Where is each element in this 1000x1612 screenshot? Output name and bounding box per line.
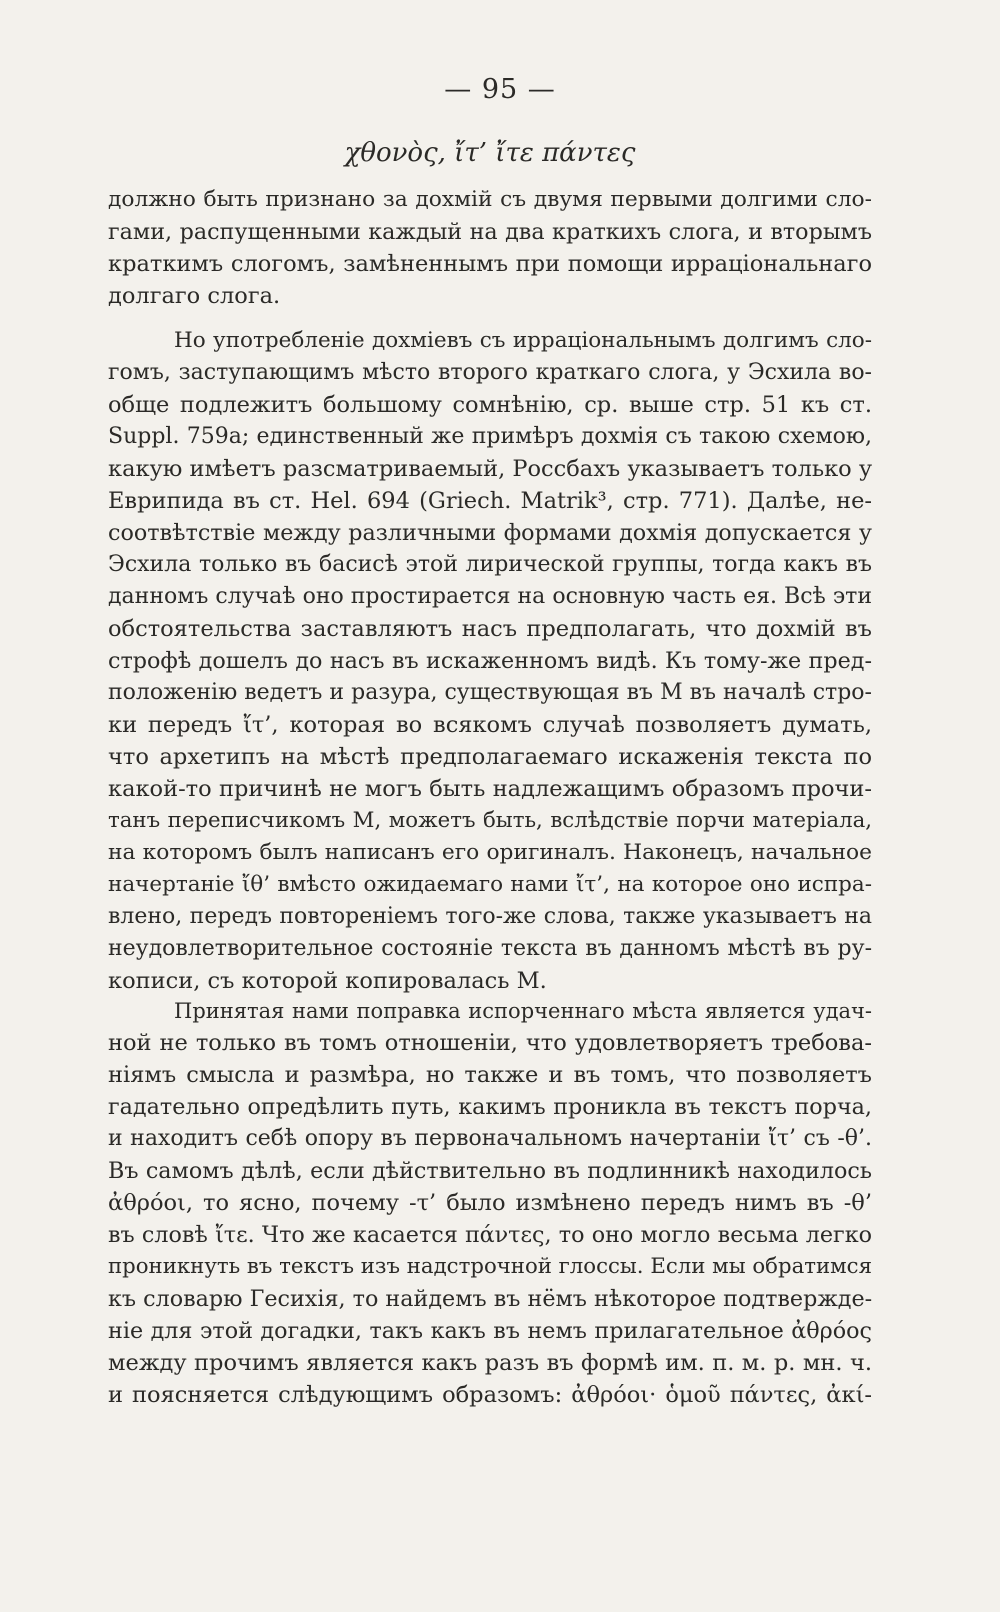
page-number: — 95 — [444, 74, 556, 105]
text-line: проникнуть въ текстъ изъ надстрочной глоссы. Если мы обратимся [108, 1254, 872, 1279]
text-line: гомъ, заступающимъ мѣсто второго краткаго слога, у Эсхила во- [108, 360, 872, 385]
text-line: Но употребленіе дохміевъ съ ирраціональнымъ долгимъ сло- [174, 328, 872, 353]
text-line: неудовлетворительное состояніе текста въ данномъ мѣстѣ въ ру- [108, 936, 872, 961]
text-line: какой-то причинѣ не могъ быть надлежащимъ образомъ прочи- [108, 776, 872, 802]
text-line: строфѣ дошелъ до насъ въ искаженномъ видѣ. Къ тому-же пред- [108, 648, 872, 674]
text-line: начертаніе ἴθ’ вмѣсто ожидаемаго нами ἴτ’, на которое оно испра- [108, 872, 872, 897]
text-line: Принятая нами поправка испорченнаго мѣста является удач- [174, 999, 872, 1023]
text-line: долгаго слога. [108, 283, 281, 309]
text-line: гадательно опредѣлить путь, какимъ проникла въ текстъ порча, [108, 1094, 872, 1120]
text-line: ки передъ ἴτ’, которая во всякомъ случаѣ позволяетъ думать, [108, 712, 872, 738]
text-line: ἀθρόοι, то ясно, почему -τ’ было измѣнено передъ нимъ въ -θ’ [108, 1190, 872, 1216]
text-line: въ словѣ ἴτε. Что же касается πάντες, то оно могло весьма легко [108, 1222, 872, 1248]
text-line: танъ переписчикомъ М, можетъ быть, вслѣдствіе порчи матеріала, [108, 808, 872, 833]
text-line: соотвѣтствіе между различными формами дохмія допускается у [108, 520, 872, 546]
text-line: Эсхила только въ басисѣ этой лирической группы, тогда какъ въ [108, 552, 872, 577]
text-line: положенію ведетъ и разура, существующая въ М въ началѣ стро- [108, 680, 872, 705]
paragraph-3 [108, 995, 872, 1411]
text-line: ніе для этой догадки, такъ какъ въ немъ прилагательное ἀθρόος [108, 1318, 872, 1344]
text-line: данномъ случаѣ оно простирается на основную часть ея. Всѣ эти [108, 584, 872, 609]
text-line: ніямъ смысла и размѣра, но также и въ томъ, что позволяетъ [108, 1062, 872, 1088]
text-line: краткимъ слогомъ, замѣненнымъ при помощи ирраціональнаго [108, 251, 872, 277]
text-line: гами, распущенными каждый на два краткихъ слога, и вторымъ [108, 219, 872, 245]
paragraph-1 [108, 184, 872, 312]
text-line: что архетипъ на мѣстѣ предполагаемаго искаженія текста по [108, 744, 872, 770]
greek-verse-heading: χθονὸς, ἴτ’ ἴτε πάντες [344, 138, 636, 168]
text-line: кописи, съ которой копировалась М. [108, 968, 547, 994]
text-line: Еврипида въ ст. Hel. 694 (Griech. Matrik³, стр. 771). Далѣе, не- [108, 488, 872, 514]
text-line: какую имѣетъ разсматриваемый, Россбахъ указываетъ только у [108, 456, 872, 482]
text-line: и находитъ себѣ опору въ первоначальномъ начертаніи ἴτ’ съ -θ’. [108, 1126, 872, 1151]
text-line: къ словарю Гесихія, то найдемъ въ нёмъ нѣкоторое подтвержде- [108, 1286, 872, 1312]
text-line: на которомъ былъ написанъ его оригиналъ. Наконецъ, начальное [108, 840, 872, 865]
text-line: и поясняется слѣдующимъ образомъ: ἀθρόοι· ὁμοῦ πάντες, ἀκί- [108, 1382, 872, 1408]
paragraph-2 [108, 325, 872, 997]
text-line: Въ самомъ дѣлѣ, если дѣйствительно въ подлинникѣ находилось [108, 1158, 872, 1184]
text-line: влено, передъ повтореніемъ того-же слова, также указываетъ на [108, 904, 872, 929]
text-line: Suppl. 759a; единственный же примѣръ дохмія съ такою схемою, [108, 424, 872, 449]
text-line: обще подлежитъ большому сомнѣнію, ср. выше стр. 51 къ ст. [108, 392, 872, 418]
text-line: ной не только въ томъ отношеніи, что удовлетворяетъ требова- [108, 1030, 872, 1056]
text-line: обстоятельства заставляютъ насъ предполагать, что дохмій въ [108, 616, 872, 642]
text-line: между прочимъ является какъ разъ въ формѣ им. п. м. р. мн. ч. [108, 1350, 872, 1376]
text-line: должно быть признано за дохмій съ двумя первыми долгими сло- [108, 187, 872, 212]
